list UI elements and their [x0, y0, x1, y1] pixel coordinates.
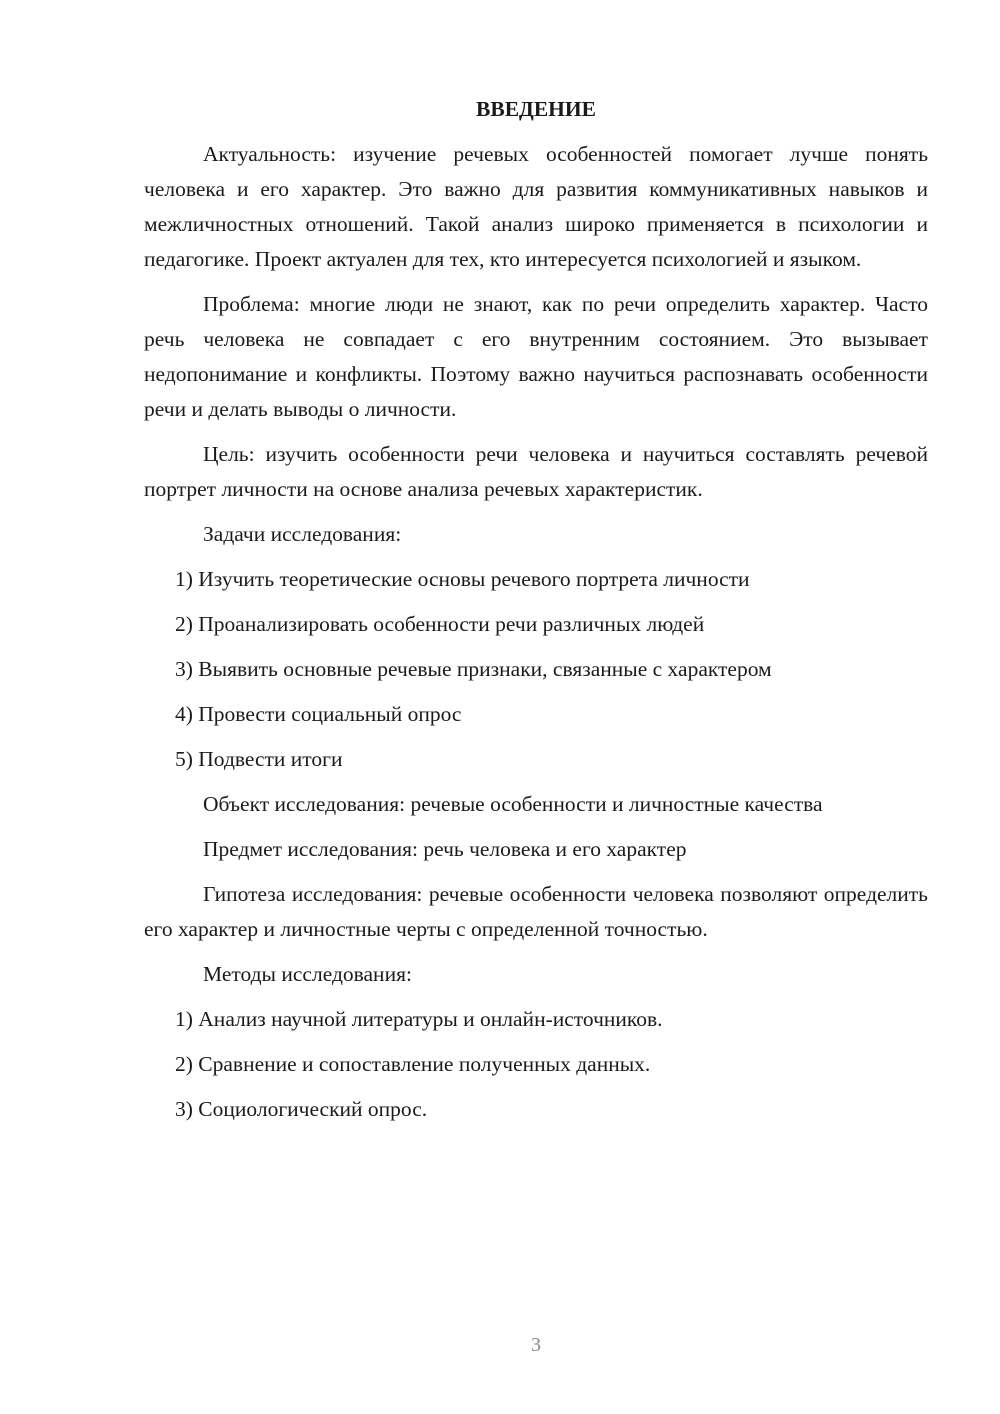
hypothesis-paragraph: Гипотеза исследования: речевые особенности человека позволяют определить его характер и личностные черты с определенной точностью. — [144, 882, 928, 941]
page-number: 3 — [531, 1334, 541, 1356]
object-line: Объект исследования: речевые особенности и личностные качества — [203, 792, 823, 816]
methods-heading: Методы исследования: — [203, 962, 412, 986]
relevance-paragraph: Актуальность: изучение речевых особенностей помогает лучше понять человека и его характер. Это важно для развития коммуникативных навыков и межличностных отношений. Такой анализ широко применяется в психологии и педагогике. Проект актуален для тех, кто интересуется психологией и языком. — [144, 142, 928, 271]
list-item: 5) Подвести итоги — [175, 747, 343, 771]
methods-list — [144, 1002, 928, 1127]
list-item: 4) Провести социальный опрос — [175, 702, 462, 726]
list-item: 3) Социологический опрос. — [175, 1097, 428, 1121]
subject-line: Предмет исследования: речь человека и его характер — [203, 837, 687, 861]
tasks-list — [144, 562, 928, 777]
problem-paragraph: Проблема: многие люди не знают, как по речи определить характер. Часто речь человека не совпадает с его внутренним состоянием. Это вызывает недопонимание и конфликты. Поэтому важно научиться распознавать особенности речи и делать выводы о личности. — [144, 292, 928, 421]
list-item: 3) Выявить основные речевые признаки, связанные с характером — [175, 657, 772, 681]
tasks-heading: Задачи исследования: — [203, 522, 402, 546]
document-page — [144, 92, 928, 1137]
list-item: 2) Проанализировать особенности речи различных людей — [175, 612, 705, 636]
list-item: 2) Сравнение и сопоставление полученных данных. — [175, 1052, 651, 1076]
list-item: 1) Изучить теоретические основы речевого портрета личности — [175, 567, 750, 591]
goal-paragraph: Цель: изучить особенности речи человека и научиться составлять речевой портрет личности на основе анализа речевых характеристик. — [144, 442, 928, 501]
list-item: 1) Анализ научной литературы и онлайн-источников. — [175, 1007, 663, 1031]
section-title: ВВЕДЕНИЕ — [476, 97, 596, 121]
